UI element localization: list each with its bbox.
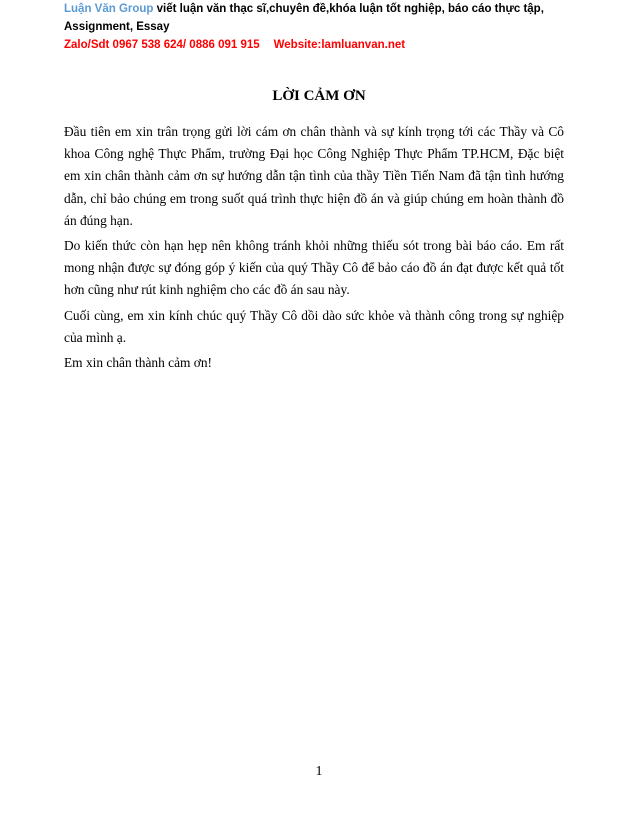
header-website: Website:lamluanvan.net [273, 39, 406, 51]
page-number: 1 [315, 764, 323, 779]
paragraph-2: Do kiến thức còn hạn hẹp nên không tránh khỏi những thiếu sót trong bài báo cáo. Em rất mong nhận được sự đóng góp ý kiến của quý Thầy Cô để bảo cáo đồ án đạt được kết quả tốt hơn cũng như rút kinh nghiệm cho các đồ án sau này. [64, 238, 564, 298]
brand-name: Luận Văn Group [64, 3, 154, 15]
document-body [64, 121, 564, 377]
header-tagline-line [64, 0, 584, 36]
paragraph-4: Em xin chân thành cảm ơn! [64, 355, 213, 371]
header-contact-line [64, 36, 584, 54]
header-tagline: viết luận văn thạc sĩ,chuyên đề,khóa luận tốt nghiệp, báo cáo thực tập, Assignment, Essay [64, 3, 544, 33]
document-title: LỜI CẢM ƠN [272, 88, 366, 104]
paragraph-1: Đầu tiên em xin trân trọng gửi lời cám ơn chân thành và sự kính trọng tới các Thầy và Cô khoa Công nghệ Thực Phẩm, trường Đại học Công Nghiệp Thực Phẩm TP.HCM, Đặc biệt em xin chân thành cảm ơn sự hướng dẫn tận tình của thầy Tiền Tiến Nam đã tận tình hướng dẫn, chỉ bảo chúng em trong suốt quá trình thực hiện đồ án và giúp chúng em hoàn thành đồ án đúng hạn. [64, 124, 564, 228]
header-contact: Zalo/Sdt 0967 538 624/ 0886 091 915 [64, 39, 260, 51]
paragraph-3: Cuối cùng, em xin kính chúc quý Thầy Cô dồi dào sức khỏe và thành công trong sự nghiệp của mình ạ. [64, 307, 564, 345]
page-header [64, 0, 584, 54]
